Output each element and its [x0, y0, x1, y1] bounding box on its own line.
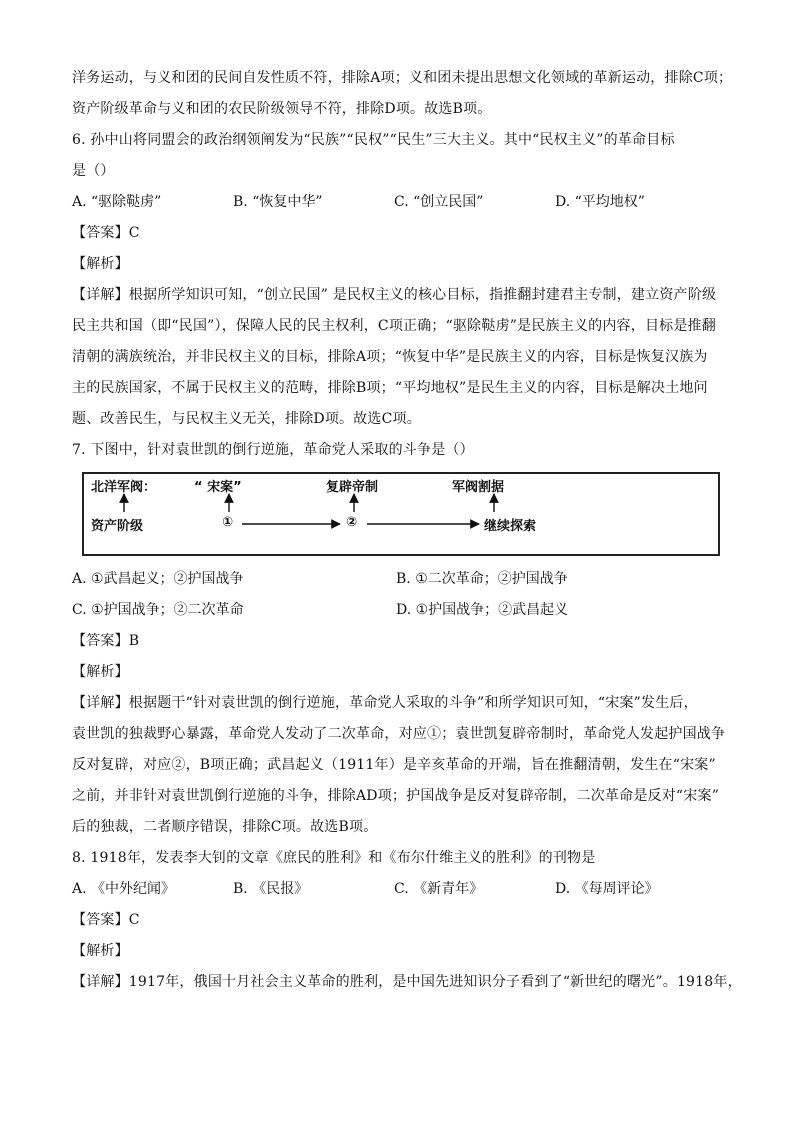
detail-text: 袁世凯的独裁野心暴露，革命党人发动了二次革命，对应①；袁世凯复辟帝制时，革命党人发起护国战争 [72, 726, 726, 742]
question-7-stem: 7. 下图中，针对袁世凯的倒行逆施，革命党人采取的斗争是（） [72, 442, 474, 458]
detail-text: 主的民族国家，不属于民权主义的范畴，排除B项；“平均地权”是民生主义的内容，目标是解决土地问 [72, 380, 708, 396]
question-8-options [72, 874, 732, 905]
option-a: A. 《中外纪闻》 [72, 881, 176, 897]
option-a: A. “驱除鞑虏” [72, 194, 162, 210]
detail-text: 后的独裁，二者顺序错误，排除C项。故选B项。 [72, 819, 378, 835]
label-jixu: 继续探索 [484, 519, 537, 534]
answer-label: 【答案】C [72, 225, 140, 241]
detail-text: 【详解】1917年，俄国十月社会主义革命的胜利，是中国先进知识分子看到了“新世纪的曙光”。1918年， [72, 974, 742, 990]
diagram-arrows [84, 474, 718, 554]
flow-diagram [82, 472, 720, 556]
text-line: 资产阶级革命与义和团的农民阶级领导不符，排除D项。故选B项。 [72, 101, 492, 117]
option-a: A. ①武昌起义；②护国战争 [72, 571, 244, 587]
question-6-stem: 6. 孙中山将同盟会的政治纲领阐发为“民族”“民权”“民生”三大主义。其中“民权主义”的革命目标 [72, 132, 675, 148]
option-b: B. ①二次革命；②护国战争 [396, 571, 568, 587]
option-b: B. 《民报》 [233, 881, 309, 897]
label-songan: “ 宋案” [194, 480, 242, 495]
detail-text: 【详解】根据题干“针对袁世凯的倒行逆施，革命党人采取的斗争”和所学知识可知，“宋案”发生后， [72, 695, 698, 711]
marker-2: ② [346, 515, 358, 530]
question-6-options [72, 187, 732, 218]
answer-label: 【答案】C [72, 912, 140, 928]
question-8-stem: 8. 1918年，发表李大钊的文章《庶民的胜利》和《布尔什维主义的胜利》的刊物是 [72, 850, 596, 866]
option-c: C. ①护国战争；②二次革命 [72, 602, 244, 618]
option-c: C. “创立民国” [394, 194, 484, 210]
option-c: C. 《新青年》 [394, 881, 484, 897]
option-d: D. “平均地权” [555, 194, 645, 210]
label-gejv: 军阀割据 [452, 480, 505, 495]
detail-text: 清朝的满族统治，并非民权主义的目标，排除A项；“恢复中华”是民族主义的内容，目标是恢复汉族为 [72, 349, 708, 365]
detail-text: 题、改善民生，与民权主义无关，排除D项。故选C项。 [72, 411, 421, 427]
analysis-label: 【解析】 [72, 256, 129, 272]
detail-text: 之前，并非针对袁世凯倒行逆施的斗争，排除AD项；护国战争是反对复辟帝制，二次革命是反对“宋案” [72, 788, 720, 804]
label-zichan: 资产阶级 [91, 519, 144, 534]
answer-label: 【答案】B [72, 633, 140, 649]
detail-text: 民主共和国（即“民国”），保障人民的民主权利，C项正确；“驱除鞑虏”是民族主义的内容，目标是推翻 [72, 318, 716, 334]
analysis-label: 【解析】 [72, 943, 129, 959]
marker-1: ① [222, 515, 234, 530]
question-6-stem: 是（） [72, 163, 115, 179]
option-d: D. ①护国战争；②武昌起义 [396, 602, 569, 618]
question-7-options-row-1 [72, 564, 732, 595]
document-page [72, 63, 742, 998]
option-b: B. “恢复中华” [233, 194, 323, 210]
detail-text: 反对复辟，对应②，B项正确；武昌起义（1911年）是辛亥革命的开端，旨在推翻清朝，发生在“宋案” [72, 757, 716, 773]
question-7-options-row-2 [72, 595, 732, 626]
detail-text: 【详解】根据所学知识可知，“创立民国” 是民权主义的核心目标，指推翻封建君主专制，建立资产阶级 [72, 287, 717, 303]
text-line: 洋务运动，与义和团的民间自发性质不符，排除A项；义和团未提出思想文化领域的革新运动，排除C项； [72, 70, 733, 86]
label-beiyang: 北洋军阀： [91, 480, 157, 495]
label-fubi: 复辟帝制 [326, 480, 379, 495]
analysis-label: 【解析】 [72, 664, 129, 680]
option-d: D. 《每周评论》 [555, 881, 659, 897]
